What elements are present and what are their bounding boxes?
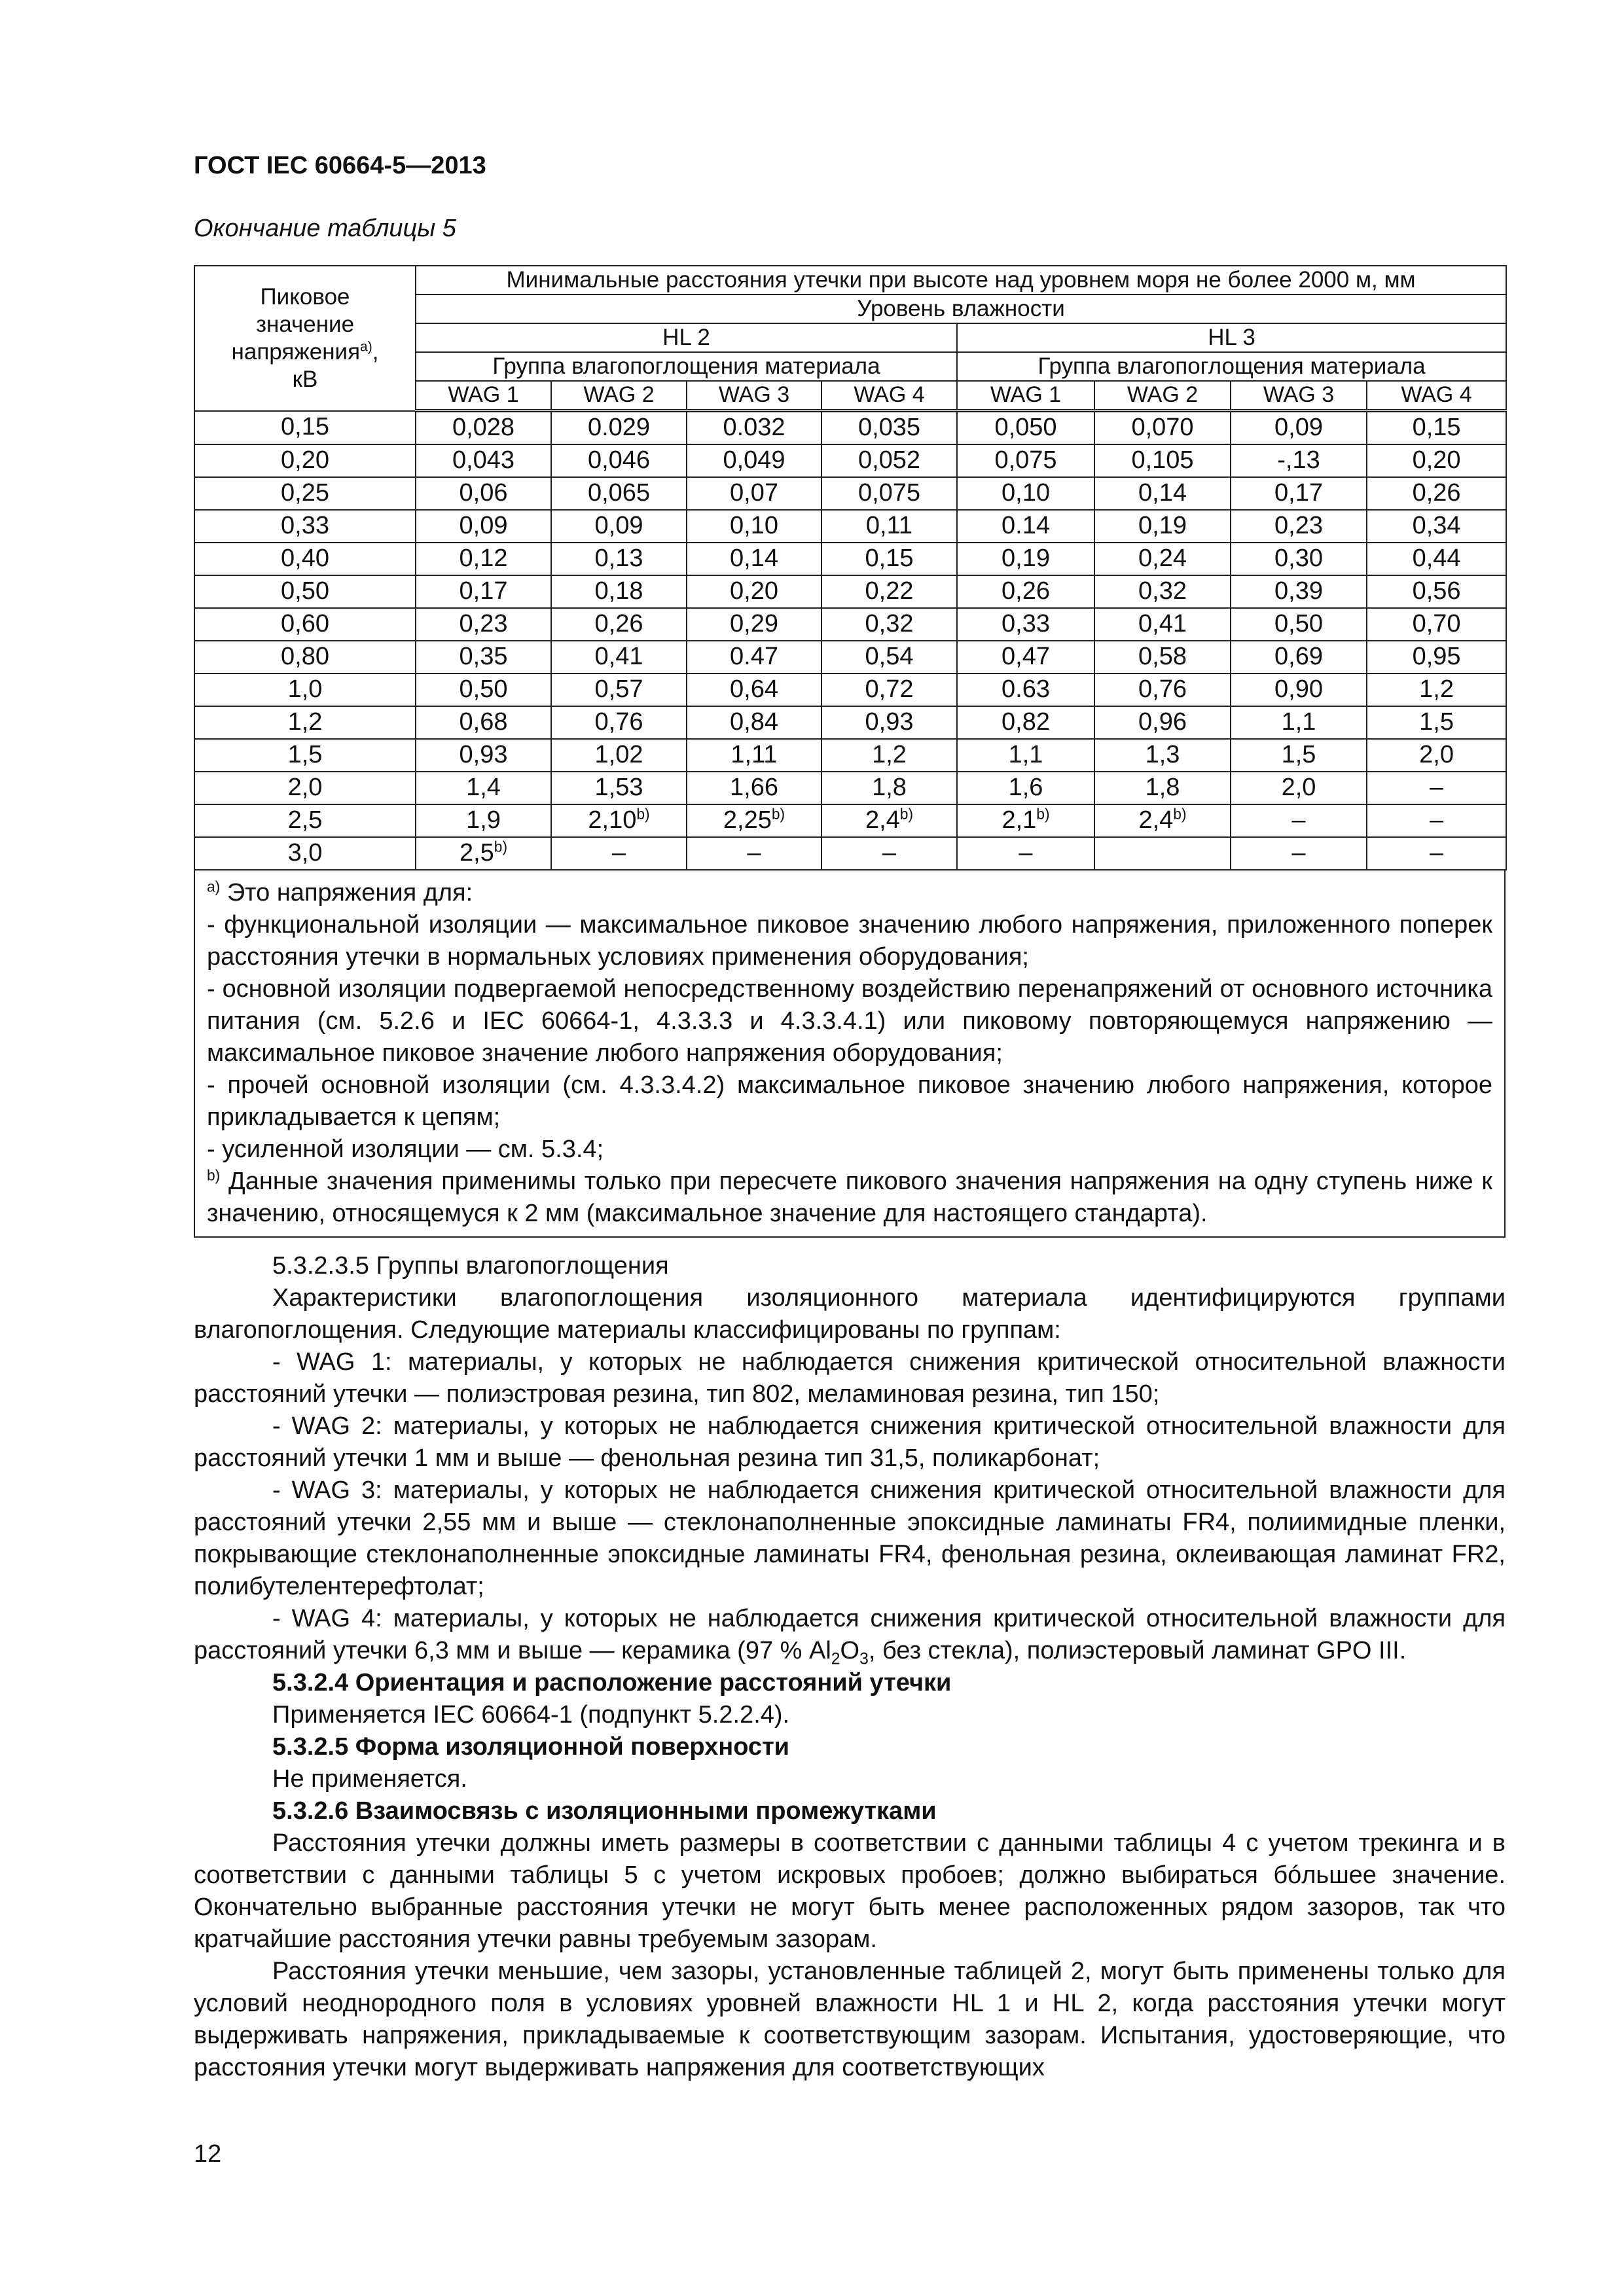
creepage-table — [194, 265, 1507, 870]
table-row — [194, 772, 1506, 804]
table-row — [194, 706, 1506, 739]
creepage-value-cell: 0,18 — [551, 575, 687, 608]
peak-voltage-cell: 3,0 — [194, 837, 416, 870]
wag-header: WAG 1 — [416, 381, 551, 411]
note-a-item: - прочей основной изоляции (см. 4.3.3.4.2) максимальное пиковое значению любого напряжения, которое прикладывается к цепям; — [207, 1071, 1492, 1131]
creepage-value-cell: 0,93 — [416, 739, 551, 772]
creepage-value-cell: – — [1231, 804, 1367, 837]
creepage-value-cell: 1,02 — [551, 739, 687, 772]
creepage-value-cell: 0,84 — [687, 706, 821, 739]
creepage-value-cell: 0,95 — [1367, 641, 1506, 673]
table-row — [194, 510, 1506, 543]
wag-header: WAG 2 — [1094, 381, 1231, 411]
creepage-value-cell: 0,075 — [957, 444, 1094, 477]
creepage-value-cell: 0,20 — [1367, 444, 1506, 477]
min-creepage-header: Минимальные расстояния утечки при высоте над уровнем моря не более 2000 м, мм — [416, 266, 1506, 295]
creepage-value-cell: 2,5$^{b)}$ — [416, 837, 551, 870]
creepage-value-cell: – — [821, 837, 957, 870]
peak-voltage-cell: 0,25 — [194, 477, 416, 510]
creepage-value-cell: 0,17 — [416, 575, 551, 608]
creepage-value-cell: 0,24 — [1094, 543, 1231, 575]
table-row — [194, 641, 1506, 673]
creepage-value-cell: 0,070 — [1094, 411, 1231, 445]
creepage-value-cell: 0,14 — [1094, 477, 1231, 510]
creepage-value-cell: 0,050 — [957, 411, 1094, 445]
table-row — [194, 804, 1506, 837]
creepage-value-cell: 0,50 — [1231, 608, 1367, 641]
creepage-value-cell: 0,47 — [957, 641, 1094, 673]
creepage-value-cell: 0,64 — [687, 673, 821, 706]
creepage-value-cell: 1,3 — [1094, 739, 1231, 772]
footnote-b-mark: b) — [636, 805, 650, 823]
creepage-value-cell: 0,34 — [1367, 510, 1506, 543]
table-row — [194, 411, 1506, 445]
peak-voltage-cell: 0,20 — [194, 444, 416, 477]
creepage-value-cell: 0.63 — [957, 673, 1094, 706]
creepage-value-cell: 0,043 — [416, 444, 551, 477]
creepage-value-cell: 0,44 — [1367, 543, 1506, 575]
wag-header: WAG 4 — [1367, 381, 1506, 411]
creepage-value-cell: 1,2 — [821, 739, 957, 772]
creepage-value-cell: – — [687, 837, 821, 870]
creepage-value-cell: 1,66 — [687, 772, 821, 804]
creepage-value-cell: 0,046 — [551, 444, 687, 477]
creepage-value-cell: 0,39 — [1231, 575, 1367, 608]
creepage-value-cell: 0,35 — [416, 641, 551, 673]
creepage-value-cell: 0,17 — [1231, 477, 1367, 510]
wag-header: WAG 3 — [1231, 381, 1367, 411]
creepage-value-cell: 2,0 — [1231, 772, 1367, 804]
creepage-value-cell: 0,32 — [1094, 575, 1231, 608]
creepage-value-cell: 1,8 — [821, 772, 957, 804]
creepage-value-cell: 0,07 — [687, 477, 821, 510]
wag-4-item: - WAG 4: материалы, у которых не наблюдается снижения критической относительной влажности для расстояний утечки 6,3 мм и выше — керамика (97 % $Al_2O_3$, без стекла), полиэстеровый ламинат GPO III. — [194, 1605, 1506, 1668]
section-5-3-2-3-5-title: 5.3.2.3.5 Группы влагопоглощения — [272, 1252, 669, 1280]
creepage-value-cell: 0.029 — [551, 411, 687, 445]
creepage-value-cell: 0,26 — [957, 575, 1094, 608]
creepage-value-cell: 0.032 — [687, 411, 821, 445]
creepage-value-cell: 1,5 — [1231, 739, 1367, 772]
creepage-value-cell: 1,53 — [551, 772, 687, 804]
table-caption: Окончание таблицы 5 — [194, 215, 456, 242]
wag-header: WAG 4 — [821, 381, 957, 411]
table-row — [194, 673, 1506, 706]
peak-voltage-cell: 1,5 — [194, 739, 416, 772]
creepage-value-cell: 0,09 — [416, 510, 551, 543]
creepage-value-cell: 2,0 — [1367, 739, 1506, 772]
table-row — [194, 543, 1506, 575]
creepage-value-cell: 0,93 — [821, 706, 957, 739]
creepage-value-cell: 0,23 — [1231, 510, 1367, 543]
creepage-value-cell: 0,58 — [1094, 641, 1231, 673]
creepage-value-cell: 0,14 — [687, 543, 821, 575]
creepage-value-cell: 0,41 — [551, 641, 687, 673]
creepage-value-cell: 0,32 — [821, 608, 957, 641]
creepage-value-cell: 0,09 — [551, 510, 687, 543]
footnote-b-mark: b) — [899, 805, 914, 823]
peak-voltage-cell: 0,15 — [194, 411, 416, 445]
creepage-value-cell: – — [1367, 837, 1506, 870]
section-5-3-2-4-heading: 5.3.2.4 Ориентация и расположение расстояний утечки — [272, 1669, 952, 1696]
wag-header: WAG 1 — [957, 381, 1094, 411]
creepage-value-cell: 0,22 — [821, 575, 957, 608]
wag-header: WAG 3 — [687, 381, 821, 411]
creepage-value-cell: 0,76 — [1094, 673, 1231, 706]
note-a-item: - функциональной изоляции — максимальное пиковое значению любого напряжения, приложенного поперек расстояния утечки в нормальных условиях применения оборудования; — [207, 911, 1492, 971]
creepage-value-cell: – — [551, 837, 687, 870]
wag-header: WAG 2 — [551, 381, 687, 411]
creepage-value-cell: 0,10 — [687, 510, 821, 543]
creepage-value-cell: 0,13 — [551, 543, 687, 575]
creepage-value-cell: – — [1231, 837, 1367, 870]
creepage-value-cell: -,13 — [1231, 444, 1367, 477]
section-5-3-2-6-heading: 5.3.2.6 Взаимосвязь с изоляционными промежутками — [272, 1797, 937, 1825]
creepage-value-cell: 0,56 — [1367, 575, 1506, 608]
table-row — [194, 837, 1506, 870]
level-hl2-header: HL 2 — [416, 323, 957, 352]
peak-voltage-cell: 0,40 — [194, 543, 416, 575]
creepage-value-cell: 1,8 — [1094, 772, 1231, 804]
creepage-value-cell: 0.14 — [957, 510, 1094, 543]
paragraph: Не применяется. — [272, 1765, 467, 1793]
note-a-item: - основной изоляции подвергаемой непосредственному воздействию перенапряжений от основного источника питания (см. 5.2.6 и IEC 60664-1, 4.3.3.3 и 4.3.3.4.1) или пиковому повторяющемуся напряжению — максимальное пиковое значение любого напряжения оборудования; — [207, 975, 1492, 1067]
creepage-value-cell: 0,06 — [416, 477, 551, 510]
creepage-value-cell: 0,11 — [821, 510, 957, 543]
creepage-value-cell: 0,10 — [957, 477, 1094, 510]
creepage-value-cell: 1,1 — [1231, 706, 1367, 739]
creepage-value-cell: 1,11 — [687, 739, 821, 772]
table-row — [194, 739, 1506, 772]
creepage-value-cell: 0,82 — [957, 706, 1094, 739]
creepage-value-cell: 2,4$^{b)}$ — [1094, 804, 1231, 837]
table-row — [194, 477, 1506, 510]
table-5 — [194, 265, 1506, 1238]
table-row — [194, 444, 1506, 477]
wag-2-item: - WAG 2: материалы, у которых не наблюдается снижения критической относительной влажности для расстояний утечки 1 мм и выше — фенольная резина тип 31,5, поликарбонат; — [194, 1412, 1506, 1472]
creepage-value-cell: 1,2 — [1367, 673, 1506, 706]
creepage-value-cell: 1,5 — [1367, 706, 1506, 739]
creepage-value-cell: 2,4$^{b)}$ — [821, 804, 957, 837]
creepage-value-cell: 1,6 — [957, 772, 1094, 804]
note-b: $^{b)}$ Данные значения применимы только при пересчете пикового значения напряжения на одну ступень ниже к значению, относящемуся к 2 мм (максимальное значение для настоящего стандарта). — [207, 1166, 1492, 1227]
creepage-value-cell: 0,26 — [551, 608, 687, 641]
creepage-value-cell: 0,23 — [416, 608, 551, 641]
page-number: 12 — [194, 2140, 222, 2168]
wag-1-item: - WAG 1: материалы, у которых не наблюдается снижения критической относительной влажности расстояний утечки — полиэстровая резина, тип 802, меламиновая резина, тип 150; — [194, 1348, 1506, 1408]
group-header-hl2: Группа влагопоглощения материала — [416, 352, 957, 381]
creepage-value-cell: 0,96 — [1094, 706, 1231, 739]
peak-voltage-cell: 2,5 — [194, 804, 416, 837]
creepage-value-cell: 0,72 — [821, 673, 957, 706]
footnote-b-mark: b) — [1036, 805, 1050, 823]
table-row — [194, 575, 1506, 608]
peak-voltage-cell: 1,2 — [194, 706, 416, 739]
note-a-item: - усиленной изоляции — см. 5.3.4; — [207, 1136, 604, 1163]
creepage-value-cell: 0,76 — [551, 706, 687, 739]
level-hl3-header: HL 3 — [957, 323, 1506, 352]
creepage-value-cell: 0,54 — [821, 641, 957, 673]
creepage-value-cell: 0,30 — [1231, 543, 1367, 575]
creepage-value-cell: 0,20 — [687, 575, 821, 608]
creepage-value-cell: 0,70 — [1367, 608, 1506, 641]
creepage-value-cell: 1,9 — [416, 804, 551, 837]
paragraph: Расстояния утечки должны иметь размеры в соответствии с данными таблицы 4 с учетом трекинга и в соответствии с данными таблицы 5 с учетом искровых пробоев; должно выбираться бóльшее значение. Окончательно выбранные расстояния утечки не могут быть менее расположенных рядом зазоров, так что кратчайшие расстояния утечки равны требуемым зазорам. — [194, 1829, 1506, 1953]
paragraph: Характеристики влагопоглощения изоляционного материала идентифицируются группами влагопоглощения. Следующие материалы классифицированы по группам: — [194, 1284, 1506, 1344]
humidity-level-header: Уровень влажности — [416, 295, 1506, 323]
creepage-value-cell: 0,105 — [1094, 444, 1231, 477]
creepage-value-cell: 0.47 — [687, 641, 821, 673]
creepage-value-cell: 0,075 — [821, 477, 957, 510]
creepage-value-cell: 0,33 — [957, 608, 1094, 641]
creepage-value-cell: 0,049 — [687, 444, 821, 477]
creepage-value-cell: 0,50 — [416, 673, 551, 706]
creepage-value-cell: 2,10$^{b)}$ — [551, 804, 687, 837]
creepage-value-cell: – — [1367, 804, 1506, 837]
footnote-b-mark: b) — [494, 838, 508, 855]
creepage-value-cell: 1,4 — [416, 772, 551, 804]
creepage-value-cell: 0,09 — [1231, 411, 1367, 445]
creepage-value-cell — [1094, 837, 1231, 870]
creepage-value-cell: 1,1 — [957, 739, 1094, 772]
creepage-value-cell: 0,69 — [1231, 641, 1367, 673]
creepage-value-cell: 0,035 — [821, 411, 957, 445]
group-header-hl3: Группа влагопоглощения материала — [957, 352, 1506, 381]
peak-voltage-header: Пиковое значение напряжения$^{a)}$, кВ — [194, 266, 416, 411]
body-text — [194, 1250, 1506, 2084]
peak-voltage-cell: 0,33 — [194, 510, 416, 543]
peak-voltage-cell: 1,0 — [194, 673, 416, 706]
creepage-value-cell: 2,1$^{b)}$ — [957, 804, 1094, 837]
section-5-3-2-5-heading: 5.3.2.5 Форма изоляционной поверхности — [272, 1733, 790, 1761]
peak-voltage-cell: 0,60 — [194, 608, 416, 641]
wag-3-item: - WAG 3: материалы, у которых не наблюдается снижения критической относительной влажности для расстояний утечки 2,55 мм и выше — стеклонаполненные эпоксидные ламинаты FR4, полиимидные пленки, покрывающие стеклонаполненные эпоксидные ламинаты FR4, фенольная резина, оклеивающая ламинат FR2, полибутелентерефтолат; — [194, 1477, 1506, 1600]
table-row — [194, 608, 1506, 641]
creepage-value-cell: 0,15 — [821, 543, 957, 575]
creepage-value-cell: 0,57 — [551, 673, 687, 706]
creepage-value-cell: 0,15 — [1367, 411, 1506, 445]
table-body — [194, 411, 1506, 870]
creepage-value-cell: 0,68 — [416, 706, 551, 739]
creepage-value-cell: 0,028 — [416, 411, 551, 445]
note-a-intro: $^{a)}$ Это напряжения для: — [207, 878, 473, 906]
creepage-value-cell: 0,41 — [1094, 608, 1231, 641]
page-header: ГОСТ IEC 60664-5—2013 — [194, 152, 486, 179]
creepage-value-cell: 0,19 — [1094, 510, 1231, 543]
footnote-b-mark: b) — [771, 805, 785, 823]
paragraph: Расстояния утечки меньшие, чем зазоры, установленные таблицей 2, могут быть применены только для условий неоднородного поля в условиях уровней влажности HL 1 и HL 2, когда расстояния утечки могут выдерживать напряжения, прикладываемые к соответствующим зазорам. Испытания, удостоверяющие, что расстояния утечки могут выдерживать напряжения для соответствующих — [194, 1958, 1506, 2081]
creepage-value-cell: 2,25$^{b)}$ — [687, 804, 821, 837]
creepage-value-cell: 0,12 — [416, 543, 551, 575]
table-notes — [194, 870, 1506, 1238]
peak-voltage-cell: 2,0 — [194, 772, 416, 804]
creepage-value-cell: 0,90 — [1231, 673, 1367, 706]
creepage-value-cell: 0,29 — [687, 608, 821, 641]
peak-voltage-cell: 0,50 — [194, 575, 416, 608]
paragraph: Применяется IEC 60664-1 (подпункт 5.2.2.4). — [272, 1701, 790, 1729]
creepage-value-cell: 0,19 — [957, 543, 1094, 575]
creepage-value-cell: 0,065 — [551, 477, 687, 510]
creepage-value-cell: – — [957, 837, 1094, 870]
creepage-value-cell: 0,052 — [821, 444, 957, 477]
peak-voltage-cell: 0,80 — [194, 641, 416, 673]
creepage-value-cell: 0,26 — [1367, 477, 1506, 510]
footnote-b-mark: b) — [1173, 805, 1187, 823]
creepage-value-cell: – — [1367, 772, 1506, 804]
